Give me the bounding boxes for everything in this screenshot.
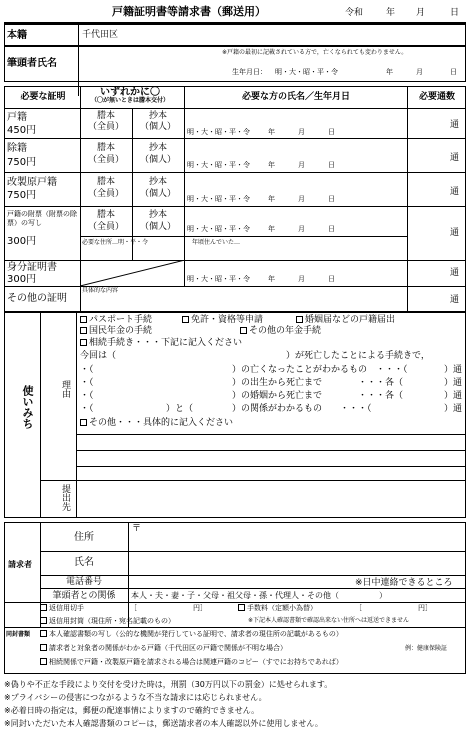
th-person: 必要な方の氏名／生年月日 bbox=[241, 92, 350, 102]
row-fuhyo-eras: 明・大・昭・平・令 bbox=[187, 225, 250, 233]
row-fuhyo-month: 月 bbox=[298, 225, 305, 233]
hittosha-day-label: 日 bbox=[450, 68, 457, 76]
row-fuhyo-shohon[interactable]: 抄本 bbox=[148, 210, 167, 220]
opt-license[interactable] bbox=[182, 315, 263, 325]
row-joseki-shohon-sub: （個人） bbox=[139, 155, 176, 165]
row-kaisei-name: 改製原戸籍 bbox=[7, 177, 57, 188]
row-mibun-year: 年 bbox=[268, 275, 275, 283]
opt-family-register[interactable] bbox=[296, 315, 395, 325]
enc-relation-koseki-label: 請求者と対象者の関係がわかる戸籍（千代田区の戸籍で関係が不明な場合） bbox=[49, 644, 287, 652]
purpose-label: 使いみち bbox=[21, 385, 34, 429]
line4-close: ）通 bbox=[444, 404, 463, 414]
row-koseki-unit: 通 bbox=[450, 120, 460, 130]
opt-inheritance[interactable] bbox=[80, 338, 242, 348]
opt-national-pension-label: 国民年金の手続 bbox=[89, 326, 153, 336]
row-kaisei-month: 月 bbox=[298, 195, 305, 203]
row-mibun-unit: 通 bbox=[450, 268, 460, 278]
enc-relation-note: 例：健康保険証 bbox=[405, 645, 448, 652]
opt-national-pension[interactable] bbox=[80, 326, 152, 336]
opt-family-register-label: 婚姻届などの戸籍届出 bbox=[305, 315, 396, 325]
row-joseki-tohon-sub: （全員） bbox=[87, 155, 124, 165]
opt-inheritance-label: 相続手続き・・・下記に記入ください bbox=[89, 338, 243, 348]
row-kaisei-shohon-sub: （個人） bbox=[139, 189, 176, 199]
checkbox-icon bbox=[80, 316, 87, 323]
checkbox-icon bbox=[240, 327, 247, 334]
name-label: 氏名 bbox=[74, 557, 94, 568]
line4-open: ・（ bbox=[80, 404, 94, 414]
row-koseki-name: 戸籍 bbox=[7, 112, 27, 123]
row-koseki-month: 月 bbox=[298, 128, 305, 136]
enc-envelope-note: ※下記本人確認書類で確認出来ない住所へは返送できません bbox=[248, 617, 410, 624]
row-mibun-day: 日 bbox=[328, 275, 335, 283]
fuhyo-address-note: 必要な住所…明・平・令 bbox=[82, 239, 149, 246]
form-title: 戸籍証明書等請求書（郵送用） bbox=[112, 5, 266, 18]
hittosha-year-label: 年 bbox=[386, 68, 393, 76]
footer-notes bbox=[4, 678, 332, 730]
row-kaisei-price: 750円 bbox=[7, 190, 37, 201]
enc-id-copy[interactable] bbox=[40, 630, 343, 638]
enc-stamps[interactable] bbox=[40, 604, 84, 612]
checkbox-icon bbox=[238, 604, 245, 611]
row-fuhyo-tohon-sub: （全員） bbox=[87, 222, 124, 232]
row-kaisei-eras: 明・大・昭・平・令 bbox=[187, 195, 250, 203]
row-joseki-month: 月 bbox=[298, 161, 305, 169]
row-joseki-day: 日 bbox=[328, 161, 335, 169]
row-fuhyo-tohon[interactable]: 謄本 bbox=[96, 210, 115, 220]
hittosha-birth-label: 生年月日： bbox=[232, 68, 267, 76]
date-day-label: 日 bbox=[450, 8, 460, 18]
row-fuhyo-price: 300円 bbox=[7, 236, 37, 247]
enc-fee-label: 手数料（定額小為替） bbox=[247, 604, 317, 612]
footer-note: ※偽りや不正な手段により交付を受けた時は，刑罰（30万円以下の罰金）に処せられます。 bbox=[4, 680, 333, 689]
line4-and: ）と（ bbox=[166, 404, 194, 414]
opt-other-pension[interactable] bbox=[240, 326, 321, 336]
line2-open: ・（ bbox=[80, 378, 94, 388]
row-mibun-name: 身分証明書 bbox=[7, 262, 57, 273]
checkbox-icon bbox=[40, 644, 47, 651]
row-other-content-label: 具体的な内容 bbox=[82, 287, 119, 294]
line2-middle: ）の出生から死亡まで ・・・各（ bbox=[232, 378, 404, 388]
opt-other-pension-label: その他の年金手続 bbox=[249, 326, 322, 336]
line1-close: ）通 bbox=[444, 365, 463, 375]
checkbox-icon bbox=[80, 339, 87, 346]
checkbox-icon bbox=[80, 419, 87, 426]
hittosha-label: 筆頭者氏名 bbox=[7, 58, 57, 69]
honseki-field[interactable] bbox=[4, 24, 466, 46]
row-joseki-shohon[interactable]: 抄本 bbox=[148, 143, 167, 153]
checkbox-icon bbox=[40, 658, 47, 665]
konkai-text-2: ）が死亡したことによる手続きで， bbox=[286, 351, 430, 361]
row-kaisei-unit: 通 bbox=[450, 187, 460, 197]
opt-passport-label: パスポート手続 bbox=[89, 315, 153, 325]
address-label: 住所 bbox=[74, 532, 94, 543]
line3-middle: ）の婚姻から死亡まで ・・・各（ bbox=[232, 391, 404, 401]
row-other-unit: 通 bbox=[450, 295, 460, 305]
opt-license-label: 免許・資格等申請 bbox=[191, 315, 264, 325]
mibun-diagonal-line bbox=[80, 260, 185, 286]
address-value[interactable]: 〒 bbox=[132, 524, 142, 534]
honseki-value: 千代田区 bbox=[82, 30, 119, 40]
enc-stamps-label: 返信用切手 bbox=[49, 604, 84, 612]
th-choose: いずれかに〇 bbox=[100, 87, 160, 98]
konkai-text: 今回は（ bbox=[80, 351, 117, 361]
fuhyo-period-note: 年頃住んでいた… bbox=[192, 239, 241, 246]
th-count: 必要通数 bbox=[418, 92, 455, 102]
date-year-label: 年 bbox=[386, 8, 396, 18]
line1-open: ・（ bbox=[80, 365, 94, 375]
row-mibun-month: 月 bbox=[298, 275, 305, 283]
line2-close: ）通 bbox=[444, 378, 463, 388]
checkbox-icon bbox=[182, 316, 189, 323]
row-mibun-price: 300円 bbox=[7, 274, 37, 285]
phone-note: ※日中連絡できるところ bbox=[355, 578, 453, 588]
row-koseki-shohon[interactable]: 抄本 bbox=[148, 111, 167, 121]
footer-note: ※プライバシーの侵害につながるような不当な請求には応じられません。 bbox=[4, 693, 267, 702]
row-koseki-shohon-sub: （個人） bbox=[139, 122, 176, 132]
checkbox-icon bbox=[40, 617, 47, 624]
row-kaisei-day: 日 bbox=[328, 195, 335, 203]
row-other-name: その他の証明 bbox=[7, 293, 67, 304]
date-era: 令和 bbox=[345, 8, 364, 18]
checkbox-icon bbox=[80, 327, 87, 334]
enclosures-label: 同封書類 bbox=[6, 631, 31, 638]
footer-note: ※同封いただいた本人確認書類のコピーは，郵送請求者の本人確認以外に使用しません。 bbox=[4, 719, 323, 728]
row-kaisei-tohon-sub: （全員） bbox=[87, 189, 124, 199]
enc-inheritance-copy[interactable] bbox=[40, 658, 343, 666]
requester-label: 請求者 bbox=[8, 560, 32, 569]
relation-label: 筆頭者との関係 bbox=[52, 591, 116, 601]
reason-label: 理由 bbox=[60, 380, 70, 398]
row-fuhyo-shohon-sub: （個人） bbox=[139, 222, 176, 232]
row-joseki-eras: 明・大・昭・平・令 bbox=[187, 161, 250, 169]
row-kaisei-shohon[interactable]: 抄本 bbox=[148, 177, 167, 187]
row-fuhyo-name: 戸籍の附票（附票の除票）の写し bbox=[7, 210, 77, 227]
line1-middle: ）の亡くなったことがわかるもの ・・・（ bbox=[232, 365, 408, 375]
enc-stamps-amount[interactable]: ［ 円］ bbox=[130, 604, 207, 612]
enc-id-copy-label: 本人確認書類の写し（公的な機関が発行している証明で、請求者の現住所の記載があるもの） bbox=[49, 630, 343, 638]
row-fuhyo-year: 年 bbox=[268, 225, 275, 233]
row-koseki-price: 450円 bbox=[7, 125, 37, 136]
line3-close: ）通 bbox=[444, 391, 463, 401]
row-kaisei-tohon[interactable]: 謄本 bbox=[96, 177, 115, 187]
opt-passport[interactable] bbox=[80, 315, 152, 325]
enc-envelope[interactable] bbox=[40, 617, 175, 625]
row-koseki-tohon-sub: （全員） bbox=[87, 122, 124, 132]
checkbox-icon bbox=[296, 316, 303, 323]
row-fuhyo-unit: 通 bbox=[450, 228, 460, 238]
row-joseki-year: 年 bbox=[268, 161, 275, 169]
row-koseki-eras: 明・大・昭・平・令 bbox=[187, 128, 250, 136]
enc-relation-koseki[interactable] bbox=[40, 644, 287, 652]
honseki-label: 本籍 bbox=[7, 30, 27, 41]
row-joseki-name: 除籍 bbox=[7, 143, 27, 154]
row-mibun-eras: 明・大・昭・平・令 bbox=[187, 275, 250, 283]
th-choose-note: （〇が無いときは謄本交付） bbox=[90, 97, 169, 104]
row-joseki-unit: 通 bbox=[450, 153, 460, 163]
hittosha-note: ※戸籍の最初に記載されている方で，亡くなられても変わりません。 bbox=[222, 49, 408, 56]
enc-fee-amount[interactable]: ［ 円］ bbox=[355, 604, 432, 612]
enc-envelope-label: 返信用封筒（現住所・宛名記載のもの） bbox=[49, 617, 175, 625]
enc-inheritance-copy-label: 相続関係で戸籍・改製原戸籍を請求される場合は関連戸籍のコピー（すでにお持ちであれば） bbox=[49, 658, 343, 666]
teishutsu-label: 提出先 bbox=[60, 484, 70, 511]
row-koseki-day: 日 bbox=[328, 128, 335, 136]
line3-open: ・（ bbox=[80, 391, 94, 401]
enc-fee[interactable] bbox=[238, 604, 317, 612]
row-koseki-tohon[interactable]: 謄本 bbox=[96, 111, 115, 121]
relation-value[interactable]: 本人・夫・妻・子・父母・祖父母・孫・代理人・その他（ ） bbox=[131, 591, 387, 600]
row-koseki-year: 年 bbox=[268, 128, 275, 136]
opt-other-reason-label: その他・・・具体的に記入ください bbox=[89, 418, 234, 428]
checkbox-icon bbox=[40, 630, 47, 637]
line4-middle: ）の関係がわかるもの ・・・（ bbox=[232, 404, 372, 414]
row-joseki-price: 750円 bbox=[7, 157, 37, 168]
opt-other-reason[interactable] bbox=[80, 418, 233, 428]
hittosha-birth-eras: 明・大・昭・平・令 bbox=[275, 68, 338, 76]
phone-label: 電話番号 bbox=[65, 577, 102, 587]
row-joseki-tohon[interactable]: 謄本 bbox=[96, 143, 115, 153]
checkbox-icon bbox=[40, 604, 47, 611]
row-fuhyo-day: 日 bbox=[328, 225, 335, 233]
date-month-label: 月 bbox=[416, 8, 426, 18]
row-kaisei-year: 年 bbox=[268, 195, 275, 203]
th-certificate: 必要な証明 bbox=[20, 92, 66, 102]
hittosha-month-label: 月 bbox=[416, 68, 423, 76]
footer-note: ※必着日時の指定は，郵便の配達事情によりますので確約できません。 bbox=[4, 706, 260, 715]
